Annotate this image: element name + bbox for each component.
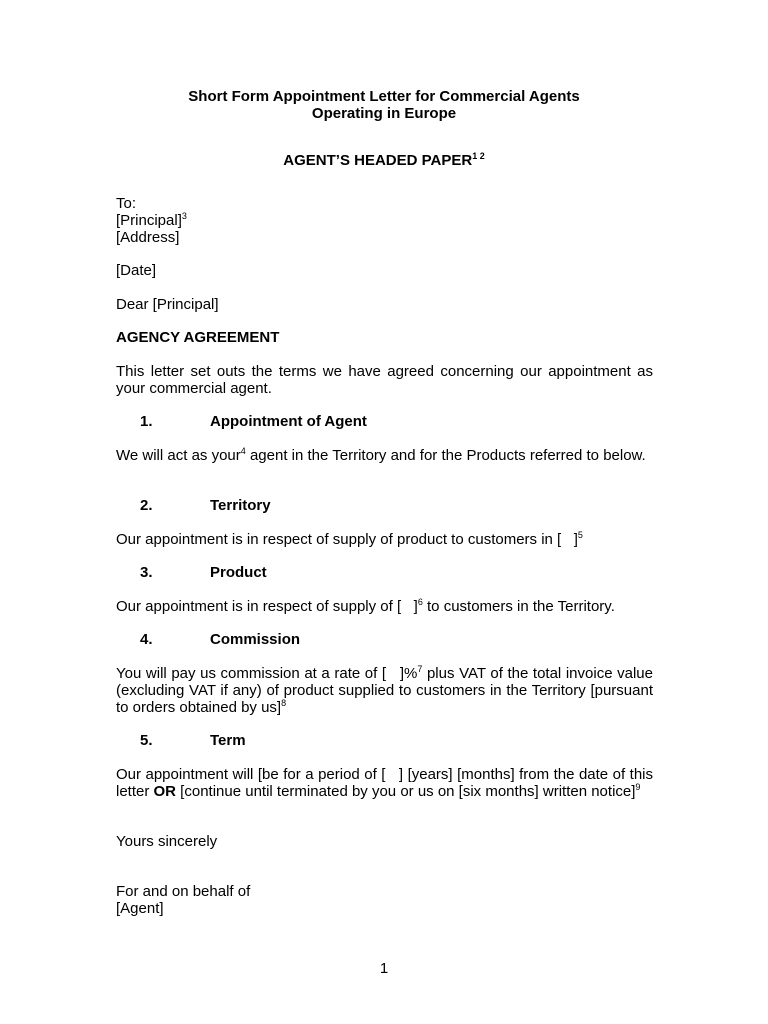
section-text-4 bbox=[116, 665, 653, 716]
to-label: To: bbox=[116, 195, 137, 212]
emphasis-or: OR bbox=[153, 783, 177, 800]
section-text-3 bbox=[116, 598, 653, 615]
document-title bbox=[0, 88, 768, 122]
section-text-part: Our appointment is in respect of supply of product to customers in [ ] bbox=[116, 531, 578, 548]
section-text-part: agent in the Territory and for the Products referred to below. bbox=[245, 447, 646, 464]
section-number: 3. bbox=[140, 564, 153, 581]
section-number: 5. bbox=[140, 732, 153, 749]
section-text-part: Our appointment is in respect of supply of [ ] bbox=[116, 598, 418, 615]
section-text-2 bbox=[116, 531, 653, 548]
section-number: 1. bbox=[140, 413, 153, 430]
headed-paper-text: AGENT’S HEADED PAPER bbox=[283, 152, 473, 169]
section-text-part: We will act as your bbox=[116, 447, 241, 464]
title-line-1: Short Form Appointment Letter for Commercial Agents bbox=[188, 88, 580, 105]
headed-paper-label bbox=[0, 152, 768, 169]
section-heading-3 bbox=[116, 564, 267, 581]
footnote-ref: 5 bbox=[577, 530, 583, 540]
footnote-ref: 6 bbox=[417, 597, 423, 607]
section-text-5 bbox=[116, 766, 653, 800]
footnote-ref: 4 bbox=[240, 446, 246, 456]
title-line-2: Operating in Europe bbox=[311, 105, 457, 122]
section-text-part: plus VAT of the total invoice value (excluding VAT if any) of product supplied to customers in the Territory [pursuant to orders obtained by us] bbox=[116, 665, 653, 716]
section-title: Territory bbox=[210, 497, 271, 514]
section-title: Appointment of Agent bbox=[210, 413, 367, 430]
closing: Yours sincerely bbox=[116, 833, 218, 850]
signature-line-1: For and on behalf of bbox=[116, 883, 251, 900]
section-heading-4 bbox=[116, 631, 300, 648]
footnote-ref: 9 bbox=[635, 782, 641, 792]
signature-block bbox=[116, 883, 653, 917]
date-placeholder: [Date] bbox=[116, 262, 157, 279]
intro-paragraph: This letter set outs the terms we have agreed concerning our appointment as your commercial agent. bbox=[116, 363, 653, 397]
section-heading-5 bbox=[116, 732, 246, 749]
section-heading-2 bbox=[116, 497, 271, 514]
section-text-part: You will pay us commission at a rate of [ ]% bbox=[116, 665, 418, 682]
footnote-ref: 7 bbox=[417, 664, 423, 674]
page-number: 1 bbox=[379, 960, 389, 977]
agreement-heading: AGENCY AGREEMENT bbox=[116, 329, 280, 346]
section-text-part: [continue until terminated by you or us on [six months] written notice] bbox=[176, 783, 636, 800]
section-title: Term bbox=[210, 732, 246, 749]
section-title: Commission bbox=[210, 631, 301, 648]
section-heading-1 bbox=[116, 413, 367, 430]
salutation: Dear [Principal] bbox=[116, 296, 219, 313]
section-text-part: Our appointment will [be for a period of [ ] [years] [months] from the date of this letter bbox=[116, 766, 653, 800]
address-placeholder: [Address] bbox=[116, 229, 180, 246]
section-number: 4. bbox=[140, 631, 153, 648]
footnote-ref: 8 bbox=[281, 698, 287, 708]
section-text-part: to customers in the Territory. bbox=[422, 598, 615, 615]
headed-paper-footnotes: 1 2 bbox=[472, 151, 485, 161]
recipient-block bbox=[116, 195, 653, 246]
signature-line-2: [Agent] bbox=[116, 900, 164, 917]
section-text-1 bbox=[116, 447, 653, 464]
principal-placeholder: [Principal] bbox=[116, 212, 182, 229]
section-number: 2. bbox=[140, 497, 153, 514]
principal-footnote: 3 bbox=[181, 211, 187, 221]
section-title: Product bbox=[210, 564, 267, 581]
